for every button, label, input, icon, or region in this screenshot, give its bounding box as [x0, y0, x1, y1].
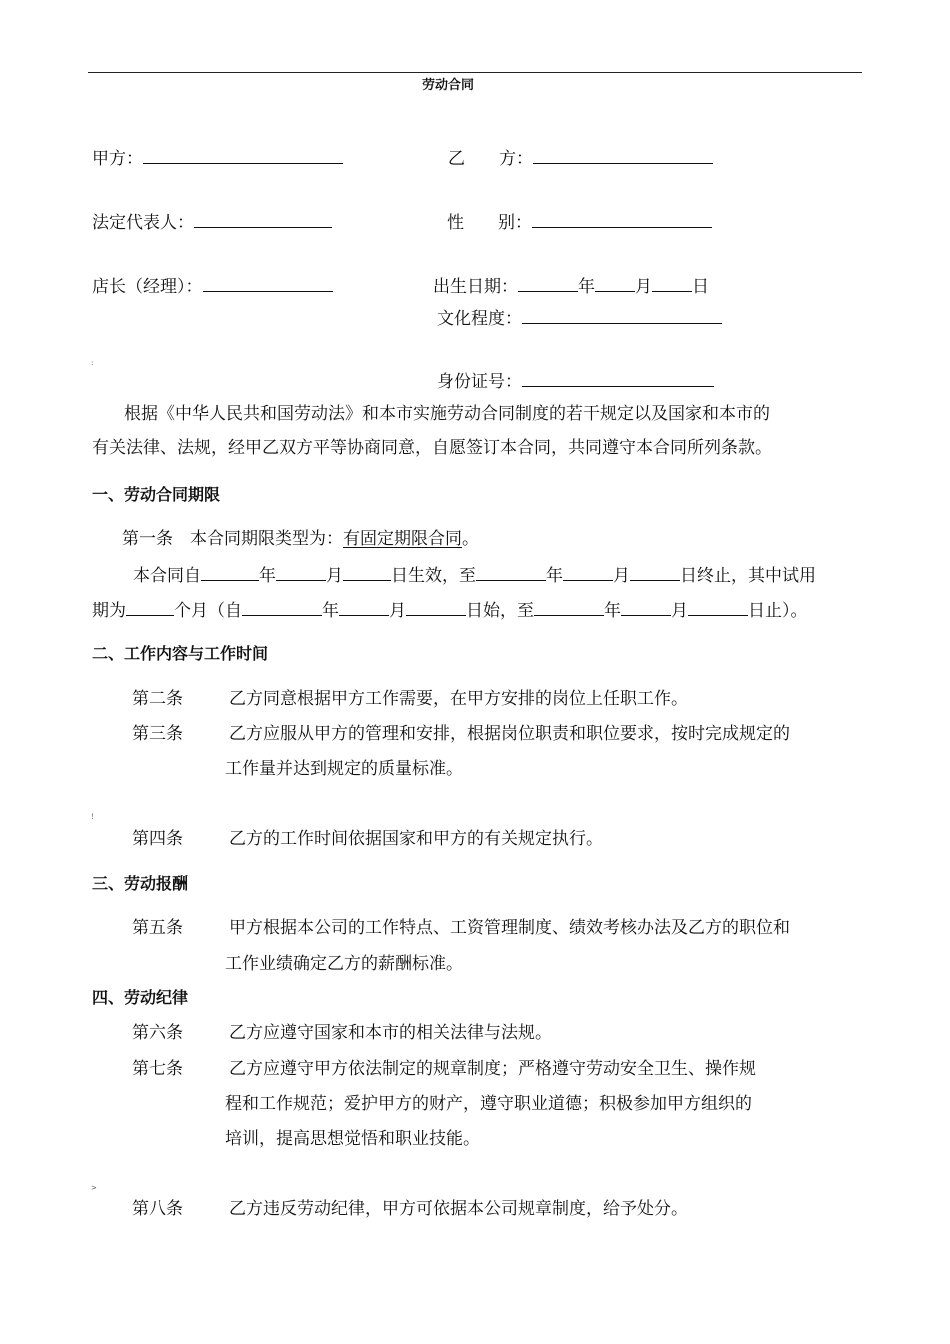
end-year-blank[interactable] [476, 566, 546, 581]
birth-day-unit: 日 [692, 277, 709, 297]
legal-rep-field [92, 213, 332, 232]
article-7-text-3: 培训，提高思想觉悟和职业技能。 [225, 1129, 480, 1149]
article-2-text: 乙方同意根据甲方工作需要，在甲方安排的岗位上任职工作。 [229, 689, 688, 709]
intro-line-2: 有关法律、法规，经甲乙双方平等协商同意，自愿签订本合同，共同遵守本合同所列条款。 [92, 438, 772, 458]
birth-month-blank[interactable] [595, 277, 635, 292]
party-b-blank[interactable] [533, 149, 713, 164]
gender-label: 性 别： [447, 213, 532, 233]
education-label: 文化程度： [437, 309, 522, 329]
start-month-blank[interactable] [276, 566, 326, 581]
id-number-label: 身份证号： [437, 372, 522, 392]
probation-start-year-blank[interactable] [242, 601, 322, 616]
party-b-field [448, 149, 713, 168]
store-manager-label: 店长（经理）： [92, 277, 203, 297]
section-3-heading: 三、劳动报酬 [92, 874, 189, 893]
article-1 [122, 531, 479, 548]
contract-term-line-1 [133, 566, 816, 585]
end-month-unit: 月 [613, 566, 630, 586]
start-day-blank[interactable] [343, 566, 391, 581]
article-1-label: 第一条 本合同期限类型为： [122, 529, 343, 549]
article-3-text-2: 工作量并达到规定的质量标准。 [225, 759, 463, 779]
stray-mark-2: ! [91, 813, 94, 821]
article-6-label: 第六条 [132, 1023, 183, 1043]
end-day-blank[interactable] [630, 566, 680, 581]
birth-year-unit: 年 [578, 277, 595, 297]
party-a-blank[interactable] [143, 149, 343, 164]
birth-day-blank[interactable] [652, 277, 692, 292]
gender-field [447, 213, 712, 232]
start-year-unit: 年 [259, 566, 276, 586]
birth-date-field [433, 277, 709, 296]
birth-year-blank[interactable] [518, 277, 578, 292]
effective-label: 日生效，至 [391, 566, 476, 586]
probation-from-label: 个月（自 [174, 601, 242, 621]
birth-month-unit: 月 [635, 277, 652, 297]
contract-term-line-2 [92, 601, 808, 620]
legal-rep-label: 法定代表人： [92, 213, 194, 233]
id-number-field [437, 372, 714, 391]
stray-mark-3: > [91, 1184, 97, 1192]
start-year-blank[interactable] [201, 566, 259, 581]
probation-end-day-blank[interactable] [688, 601, 748, 616]
end-year-unit: 年 [546, 566, 563, 586]
probation-end-year-blank[interactable] [534, 601, 604, 616]
article-8-text: 乙方违反劳动纪律，甲方可依据本公司规章制度，给予处分。 [229, 1199, 688, 1219]
article-5-text-2: 工作业绩确定乙方的薪酬标准。 [225, 954, 463, 974]
probation-end-label: 日止）。 [748, 601, 808, 621]
article-6-text: 乙方应遵守国家和本市的相关法律与法规。 [229, 1023, 552, 1043]
probation-end-year-unit: 年 [604, 601, 621, 621]
end-month-blank[interactable] [563, 566, 613, 581]
intro-line-1: 根据《中华人民共和国劳动法》和本市实施劳动合同制度的若干规定以及国家和本市的 [124, 404, 770, 424]
article-3-label: 第三条 [132, 724, 183, 744]
probation-start-label: 日始，至 [466, 601, 534, 621]
stray-mark: : [91, 359, 94, 367]
article-1-end: 。 [462, 529, 479, 549]
party-b-label: 乙 方： [448, 149, 533, 169]
document-title: 劳动合同 [421, 78, 474, 93]
terminate-label: 日终止，其中试用 [680, 566, 816, 586]
section-4-heading: 四、劳动纪律 [92, 988, 189, 1007]
article-7-text-1: 乙方应遵守甲方依法制定的规章制度；严格遵守劳动安全卫生、操作规 [229, 1059, 756, 1079]
article-7-label: 第七条 [132, 1059, 183, 1079]
probation-end-month-unit: 月 [671, 601, 688, 621]
section-1-heading: 一、劳动合同期限 [92, 485, 221, 504]
article-3-text-1: 乙方应服从甲方的管理和安排，根据岗位职责和职位要求，按时完成规定的 [229, 724, 790, 744]
header-rule [88, 72, 862, 73]
article-4-label: 第四条 [132, 829, 183, 849]
article-5-text-1: 甲方根据本公司的工作特点、工资管理制度、绩效考核办法及乙方的职位和 [229, 918, 790, 938]
probation-label: 期为 [92, 601, 126, 621]
probation-start-year-unit: 年 [322, 601, 339, 621]
article-5-label: 第五条 [132, 918, 183, 938]
id-number-blank[interactable] [522, 372, 714, 387]
article-2-label: 第二条 [132, 689, 183, 709]
term-start-label: 本合同自 [133, 566, 201, 586]
party-a-label: 甲方： [92, 149, 143, 169]
education-blank[interactable] [522, 309, 722, 324]
contract-type-value[interactable]: 有固定期限合同 [343, 529, 462, 549]
gender-blank[interactable] [532, 213, 712, 228]
birth-date-label: 出生日期： [433, 277, 518, 297]
probation-start-month-blank[interactable] [339, 601, 389, 616]
probation-start-month-unit: 月 [389, 601, 406, 621]
probation-start-day-blank[interactable] [406, 601, 466, 616]
article-4-text: 乙方的工作时间依据国家和甲方的有关规定执行。 [229, 829, 603, 849]
article-8-label: 第八条 [132, 1199, 183, 1219]
probation-end-month-blank[interactable] [621, 601, 671, 616]
article-7-text-2: 程和工作规范；爱护甲方的财产，遵守职业道德；积极参加甲方组织的 [225, 1094, 752, 1114]
legal-rep-blank[interactable] [194, 213, 332, 228]
store-manager-field [92, 277, 333, 296]
probation-months-blank[interactable] [126, 601, 174, 616]
start-month-unit: 月 [326, 566, 343, 586]
party-a-field [92, 149, 343, 168]
education-field [437, 309, 722, 328]
section-2-heading: 二、工作内容与工作时间 [92, 644, 269, 663]
store-manager-blank[interactable] [203, 277, 333, 292]
